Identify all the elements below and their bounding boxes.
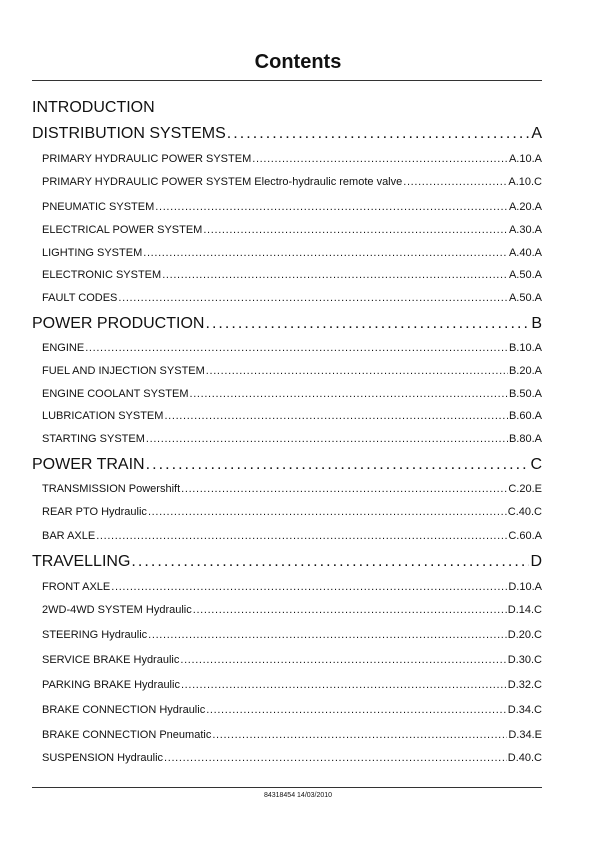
toc-entry-label: 2WD-4WD SYSTEM Hydraulic <box>42 604 192 616</box>
toc-entry[interactable] <box>42 678 542 692</box>
toc-entry-page: A.10.C <box>508 176 542 188</box>
toc-entry-label: FUEL AND INJECTION SYSTEM <box>42 365 205 377</box>
toc-entry-label: LIGHTING SYSTEM <box>42 247 143 259</box>
toc-entry-page: D.20.C <box>507 629 542 641</box>
toc-entry[interactable] <box>42 246 542 260</box>
toc-entry-page: D.14.C <box>507 604 542 616</box>
toc-entry-page: C.20.E <box>508 483 542 495</box>
toc-introduction[interactable]: INTRODUCTION <box>32 99 155 116</box>
toc-entry-page: A.50.A <box>508 292 542 304</box>
toc-entry[interactable] <box>42 387 542 401</box>
toc-entry-page: D.34.E <box>508 729 542 741</box>
toc-entry[interactable] <box>42 152 542 166</box>
toc-section-label: POWER PRODUCTION <box>32 315 205 332</box>
leader-dots <box>146 455 530 475</box>
leader-dots <box>212 728 507 742</box>
toc-entry-label: FRONT AXLE <box>42 581 111 593</box>
toc-section-travelling[interactable] <box>32 552 542 572</box>
leader-dots <box>206 364 508 378</box>
toc-entry-page: D.10.A <box>508 581 542 593</box>
leader-dots <box>180 653 506 667</box>
toc-entry-page: D.32.C <box>507 679 542 691</box>
toc-entry-label: SERVICE BRAKE Hydraulic <box>42 654 180 666</box>
toc-entry-label: PNEUMATIC SYSTEM <box>42 201 155 213</box>
toc-section-distribution-systems[interactable] <box>32 124 542 144</box>
toc-entry-label: SUSPENSION Hydraulic <box>42 752 164 764</box>
toc-entry[interactable] <box>42 751 542 765</box>
toc-entry-page: B.50.A <box>508 388 542 400</box>
toc-section-power-production[interactable] <box>32 314 542 334</box>
toc-entry[interactable] <box>42 728 542 742</box>
toc-entry-label: ELECTRONIC SYSTEM <box>42 269 162 281</box>
toc-section-label: TRAVELLING <box>32 553 131 570</box>
toc-section-power-train[interactable] <box>32 455 542 475</box>
toc-entry-page: A.30.A <box>508 224 542 236</box>
leader-dots <box>190 387 508 401</box>
leader-dots <box>206 703 507 717</box>
toc-entry[interactable] <box>42 580 542 594</box>
toc-entry-label: PRIMARY HYDRAULIC POWER SYSTEM Electro-hydraulic remote valve <box>42 176 403 188</box>
leader-dots <box>203 223 508 237</box>
toc-entry-label: BRAKE CONNECTION Hydraulic <box>42 704 206 716</box>
toc-entry-page: B.20.A <box>508 365 542 377</box>
toc-entry-page: A.50.A <box>508 269 542 281</box>
toc-entry-page: A.40.A <box>508 247 542 259</box>
toc-section-page: C <box>530 456 542 473</box>
leader-dots <box>227 124 531 144</box>
leader-dots <box>181 482 507 496</box>
toc-entry-label: ELECTRICAL POWER SYSTEM <box>42 224 203 236</box>
toc-entry[interactable] <box>42 268 542 282</box>
toc-entry[interactable] <box>42 653 542 667</box>
toc-entry[interactable] <box>42 482 542 496</box>
leader-dots <box>148 505 507 519</box>
toc-entry[interactable] <box>42 703 542 717</box>
toc-entry[interactable] <box>42 432 542 446</box>
toc-entry-page: A.20.A <box>508 201 542 213</box>
footer-doc-id: 84318454 14/03/2010 <box>263 792 333 799</box>
leader-dots <box>164 751 507 765</box>
toc-entry-page: B.10.A <box>508 342 542 354</box>
toc-entry[interactable] <box>42 341 542 355</box>
toc-entry-label: BAR AXLE <box>42 530 96 542</box>
toc-entry-label: BRAKE CONNECTION Pneumatic <box>42 729 212 741</box>
toc-section-page: A <box>531 125 542 142</box>
toc-entry-page: C.40.C <box>507 506 542 518</box>
toc-entry-label: STEERING Hydraulic <box>42 629 148 641</box>
toc-entry[interactable] <box>42 628 542 642</box>
toc-entry-label: ENGINE <box>42 342 85 354</box>
page-title: Contents <box>254 51 342 73</box>
toc-entry-label: LUBRICATION SYSTEM <box>42 410 164 422</box>
header-divider <box>32 80 542 81</box>
toc-entry-label: TRANSMISSION Powershift <box>42 483 181 495</box>
toc-entry-page: D.30.C <box>507 654 542 666</box>
toc-section-label: POWER TRAIN <box>32 456 145 473</box>
toc-section-page: B <box>531 315 542 332</box>
leader-dots <box>162 268 508 282</box>
toc-entry[interactable] <box>42 291 542 305</box>
toc-entry[interactable] <box>42 409 542 423</box>
toc-entry[interactable] <box>42 505 542 519</box>
toc-section-label: DISTRIBUTION SYSTEMS <box>32 125 226 142</box>
leader-dots <box>181 678 507 692</box>
leader-dots <box>403 175 507 189</box>
leader-dots <box>252 152 508 166</box>
leader-dots <box>131 552 529 572</box>
toc-section-page: D <box>530 553 542 570</box>
toc-entry-label: FAULT CODES <box>42 292 118 304</box>
toc-entry-page: D.34.C <box>507 704 542 716</box>
leader-dots <box>155 200 508 214</box>
leader-dots <box>118 291 508 305</box>
leader-dots <box>85 341 508 355</box>
toc-entry-label: REAR PTO Hydraulic <box>42 506 147 518</box>
toc-entry-page: C.60.A <box>508 530 542 542</box>
toc-entry[interactable] <box>42 603 542 617</box>
toc-entry-page: B.60.A <box>508 410 542 422</box>
toc-entry-label: PARKING BRAKE Hydraulic <box>42 679 180 691</box>
toc-entry-page: B.80.A <box>508 433 542 445</box>
toc-entry[interactable] <box>42 200 542 214</box>
toc-entry-label: PRIMARY HYDRAULIC POWER SYSTEM <box>42 153 252 165</box>
toc-entry[interactable] <box>42 223 542 237</box>
leader-dots <box>164 409 508 423</box>
leader-dots <box>146 432 508 446</box>
toc-entry-page: A.10.A <box>508 153 542 165</box>
leader-dots <box>148 628 507 642</box>
leader-dots <box>143 246 508 260</box>
leader-dots <box>111 580 507 594</box>
footer-divider <box>32 787 542 788</box>
leader-dots <box>96 529 507 543</box>
toc-entry[interactable] <box>42 175 542 189</box>
toc-entry-page: D.40.C <box>507 752 542 764</box>
leader-dots <box>193 603 507 617</box>
toc-entry-label: STARTING SYSTEM <box>42 433 145 445</box>
toc-entry-label: ENGINE COOLANT SYSTEM <box>42 388 189 400</box>
toc-entry[interactable] <box>42 529 542 543</box>
toc-entry[interactable] <box>42 364 542 378</box>
leader-dots <box>205 314 530 334</box>
